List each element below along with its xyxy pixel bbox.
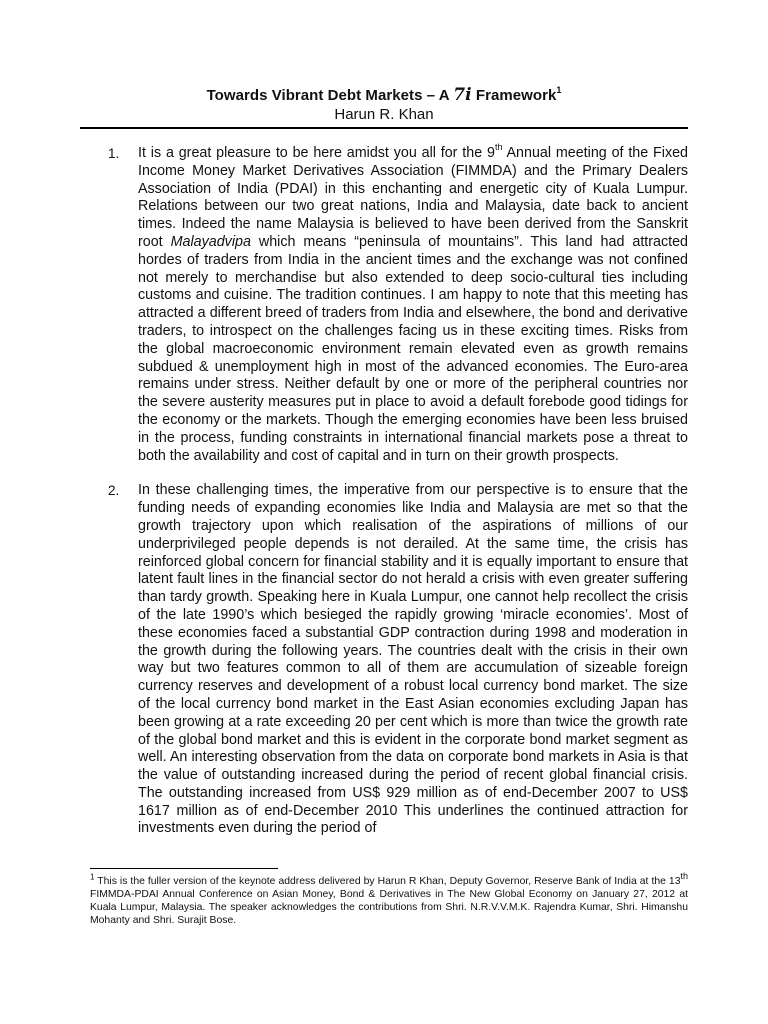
footnote-mark: 1 <box>90 872 95 882</box>
paragraph-text-segment: It is a great pleasure to be here amidst you all for the 9 <box>138 145 495 161</box>
title-divider <box>80 127 688 129</box>
footnote <box>90 870 688 928</box>
footnote-text: This is the fuller version of the keynote address delivered by Harun R Khan, Deputy Governor, Reserve Bank of India at the 13 <box>94 876 681 887</box>
paragraph-list <box>108 142 689 855</box>
paragraph-text-segment: Annual meeting of the Fixed Income Money Market Derivatives Association (FIMMDA) and the Primary Dealers Association of India (PDAI) in this enchanting and energetic city of Kuala Lumpur. Relations between our two great nations, India and Malaysia, date back to ancient times. Indeed the name Malaysia is believed to have been derived from the Sanskrit root <box>138 145 689 250</box>
document-title <box>80 86 688 105</box>
paragraph-text: In these challenging times, the imperative from our perspective is to ensure that the funding needs of expanding economies like India and Malaysia are met so that the growth trajectory upon which realisation of the aspirations of millions of our underprivileged people depends is not derailed. At the same time, the crisis has reinforced global concern for financial stability and it is equally important to ensure that latent fault lines in the financial sector do not herald a crisis with even greater suffering than tardy growth. Speaking here in Kuala Lumpur, one cannot help recollect the crisis of the late 1990’s which besieged the rapidly growing ‘miracle economies’. Most of these economies faced a substantial GDP contraction during 1998 and moderation in the growth during the following years. The countries dealt with the crisis in their own way but two features common to all of them are accumulation of sizeable foreign currency reserves and development of a robust local currency bond market. The size of the local currency bond market in the East Asian economies excluding Japan has been growing at a rate exceeding 20 per cent which is more than twice the growth rate of the global bond market and this is evident in the corporate bond market segment as well. An interesting observation from the data on corporate bond markets in Asia is that the value of outstanding increased during the period of recent global financial crisis. The outstanding increased from US$ 929 million as of end-December 2007 to US$ 1617 million as of end-December 2010 This underlines the continued attraction for investments even during the period of <box>138 482 688 837</box>
paragraph-number: 1. <box>108 146 120 161</box>
italic-term: Malayadvipa <box>170 233 251 250</box>
paragraph-text <box>138 142 689 465</box>
title-block <box>80 86 688 124</box>
author-name: Harun R. Khan <box>334 106 434 123</box>
paragraph-number: 2. <box>108 483 120 499</box>
footnote-divider <box>90 868 278 869</box>
footnote-ordinal-superscript: th <box>680 870 688 881</box>
title-text-before: Towards Vibrant Debt Markets – A <box>206 87 454 104</box>
seven-i-logo: 7i <box>453 85 472 105</box>
paragraph-text-segment: which means “peninsula of mountains”. This land had attracted hordes of traders from India in the ancient times and the exchange was not confined not merely to merchandise but also extended to deep socio-cultural ties including customs and cuisine. The tradition continues. I am happy to note that this meeting has attracted a different breed of traders from India and elsewhere, the bond and derivative traders, to introspect on the challenges facing us in these exciting times. Risks from the global macroeconomic environment remain elevated even as growth remains subdued & unemployment high in most of the advanced economies. The Euro-area remains under stress. Neither default by one or more of the peripheral countries nor the severe austerity measures put in place to avoid a default forebode good tidings for the economy or the markets. Though the emerging economies have been less bruised in the process, funding constraints in international financial markets pose a threat to both the availability and cost of capital and in turn on their growth prospects. <box>138 233 689 464</box>
title-footnote-mark[interactable]: 1 <box>556 85 562 95</box>
paragraph-1 <box>108 142 689 465</box>
paragraph-2 <box>108 482 688 838</box>
ordinal-superscript: th <box>494 142 503 153</box>
footnote-text-cont: FIMMDA-PDAI Annual Conference on Asian Money, Bond & Derivatives in The New Global Economy on January 27, 2012 at Kuala Lumpur, Malaysia. The speaker acknowledges the contributions from Shri. N.R.V.V.M.K. Rajendra Kumar, Shri. Himanshu Mohanty and Shri. Surajit Bose. <box>90 888 688 926</box>
title-text-after: Framework <box>471 87 557 104</box>
